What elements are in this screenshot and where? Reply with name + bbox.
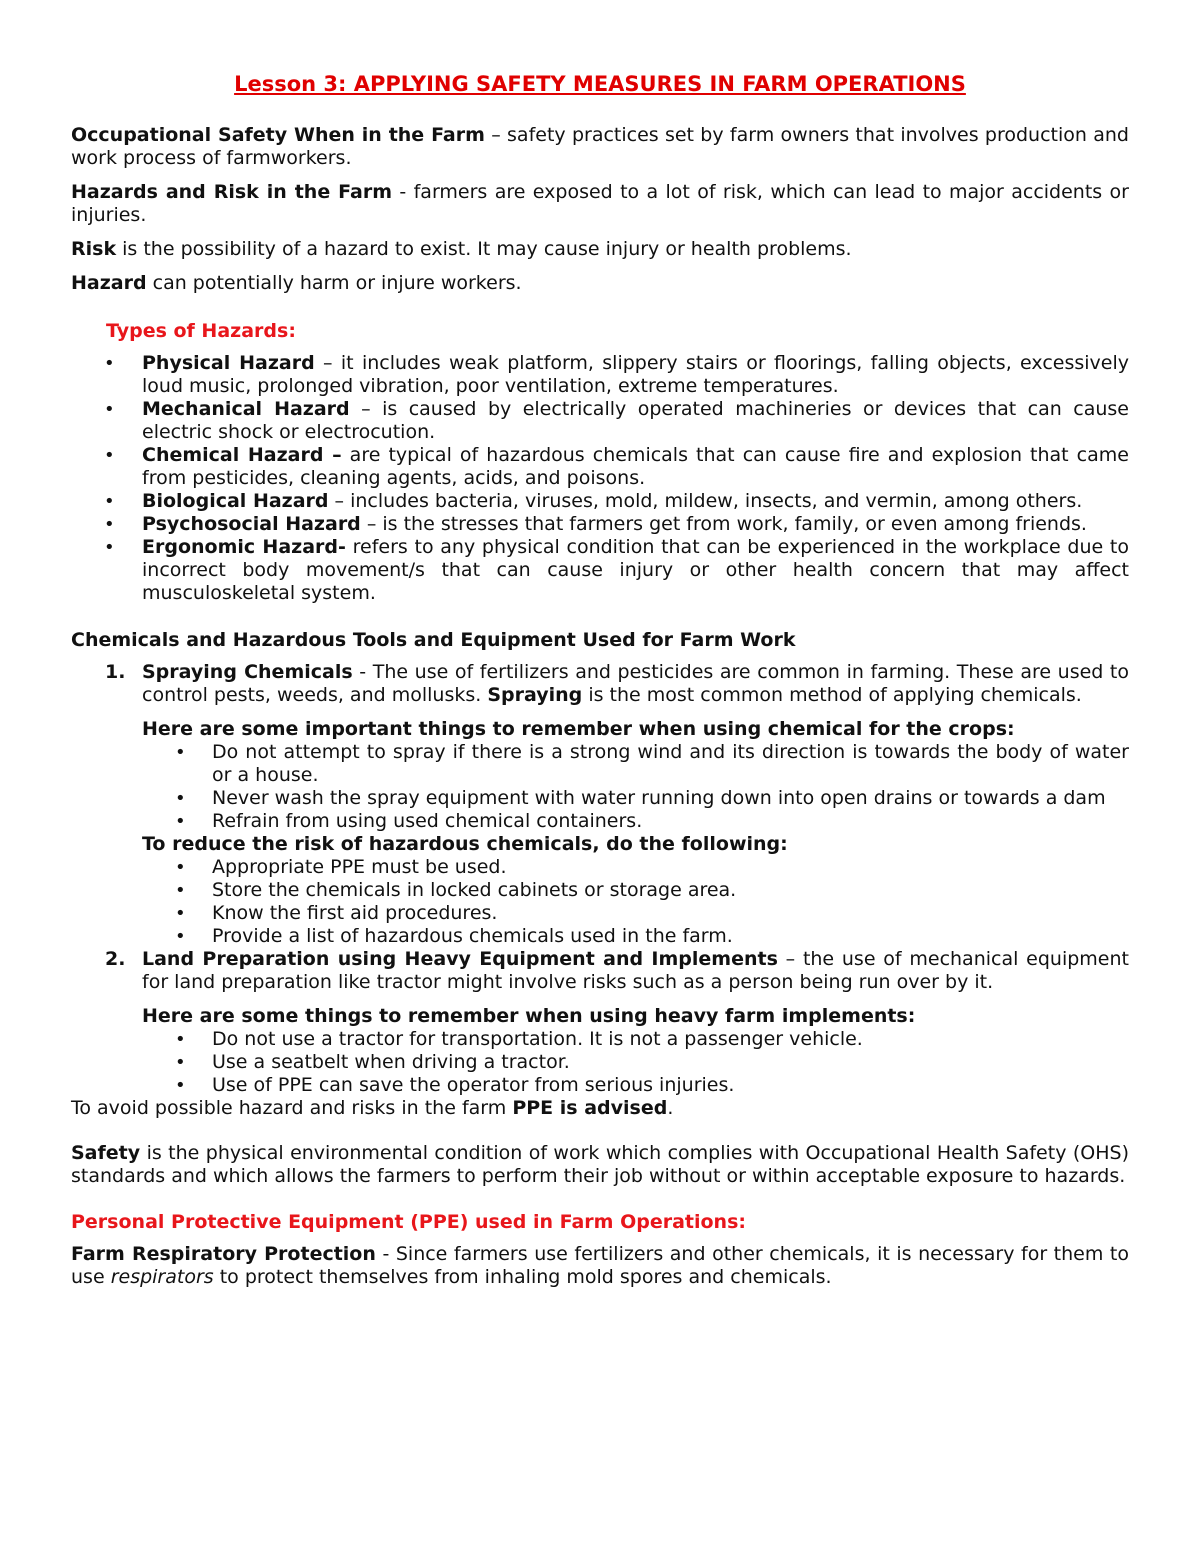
bullet-icon: • (104, 399, 115, 420)
bullet-icon: • (175, 903, 186, 924)
list-item: • Appropriate PPE must be used. (175, 856, 507, 878)
tool-description: Spraying Chemicals - The use of fertilizers and pesticides are common in farming. These are used to control pests, weeds, and mollusks. Spraying is the most common method of applying chemicals. (142, 661, 1130, 706)
tools-heading: Chemicals and Hazardous Tools and Equipment Used for Farm Work (71, 629, 796, 651)
list-item: • Store the chemicals in locked cabinets or storage area. (175, 879, 737, 901)
definition-text: safety practices set by farm owners that involves production and work process of farmworkers. (71, 124, 1129, 169)
types-of-hazards-heading: Types of Hazards: (106, 320, 296, 342)
definition-text: farmers are exposed to a lot of risk, which can lead to major accidents or injuries. (71, 181, 1129, 226)
list-item: • Physical Hazard – it includes weak platform, slippery stairs or floorings, falling objects, excessively loud music, prolonged vibration, poor ventilation, extreme temperatures. (104, 352, 1129, 397)
item-number: 2. (105, 948, 126, 970)
list-item: • Use of PPE can save the operator from serious injuries. (175, 1074, 735, 1096)
tool-item-land-preparation (105, 948, 1129, 1097)
list-item: • Biological Hazard – includes bacteria, viruses, mold, mildew, insects, and vermin, among others. (104, 490, 1083, 512)
spraying-reminders-heading: Here are some important things to remember when using chemical for the crops: (142, 718, 1015, 740)
list-item: • Never wash the spray equipment with water running down into open drains or towards a dam (175, 787, 1106, 809)
ppe-heading: Personal Protective Equipment (PPE) used in Farm Operations: (71, 1211, 746, 1233)
hazard-name: Biological Hazard (142, 490, 329, 512)
bullet-icon: • (175, 1075, 186, 1096)
bullet-icon: • (175, 880, 186, 901)
definition-hazard (71, 272, 1129, 295)
tool-item-spraying (105, 661, 1130, 948)
list-item: • Psychosocial Hazard – is the stresses that farmers get from work, family, or even among friends. (104, 513, 1087, 535)
definition-text: can potentially harm or injure workers. (152, 272, 522, 294)
bullet-icon: • (175, 1052, 186, 1073)
spraying-reminders-list (142, 741, 1129, 833)
hazard-name: Ergonomic Hazard- (142, 536, 346, 558)
list-item: • Know the first aid procedures. (175, 902, 498, 924)
definition-term: Safety (71, 1142, 141, 1164)
list-item: • Do not use a tractor for transportation. It is not a passenger vehicle. (175, 1028, 863, 1050)
definition-term: Risk (71, 238, 117, 260)
safety-definition: Safety is the physical environmental condition of work which complies with Occupational Health Safety (OHS) standards and which allows the farmers to perform their job without or within acceptable exposure to hazards. (71, 1142, 1129, 1187)
bullet-icon: • (175, 742, 186, 763)
hazard-text: are typical of hazardous chemicals that can cause fire and explosion that came from pesticides, cleaning agents, acids, and poisons. (142, 444, 1129, 489)
definition-occupational-safety: Occupational Safety When in the Farm – safety practices set by farm owners that involves production and work process of farmworkers. (71, 124, 1129, 169)
reduce-risk-heading: To reduce the risk of hazardous chemicals, do the following: (142, 833, 788, 855)
hazard-name: Psychosocial Hazard (142, 513, 361, 535)
list-item: • Mechanical Hazard – is caused by electrically operated machineries or devices that can cause electric shock or electrocution. (104, 398, 1129, 443)
bullet-icon: • (175, 857, 186, 878)
bullet-icon: • (175, 788, 186, 809)
list-item: • Provide a list of hazardous chemicals used in the farm. (175, 925, 733, 947)
tools-list (71, 661, 1129, 1097)
list-item (104, 444, 1129, 490)
definition-term: Occupational Safety When in the Farm (71, 124, 485, 146)
hazard-text: it includes weak platform, slippery stairs or floorings, falling objects, excessively loud music, prolonged vibration, poor ventilation, extreme temperatures. (142, 352, 1129, 397)
ppe-advised-note: To avoid possible hazard and risks in the farm PPE is advised. (71, 1097, 674, 1119)
bullet-icon: • (175, 811, 186, 832)
bullet-icon: • (104, 491, 115, 512)
definition-text: is the possibility of a hazard to exist. It may cause injury or health problems. (122, 238, 852, 260)
bullet-icon: • (175, 1029, 186, 1050)
item-number: 1. (105, 661, 126, 683)
hazard-text: refers to any physical condition that can be experienced in the workplace due to incorrect body movement/s that can cause injury or other health concern that may affect musculoskeletal system. (142, 536, 1130, 604)
list-item: • Use a seatbelt when driving a tractor. (175, 1051, 570, 1073)
definition-term: Farm Respiratory Protection (71, 1243, 376, 1265)
bullet-icon: • (175, 926, 186, 947)
tool-name: Land Preparation using Heavy Equipment and Implements (142, 948, 778, 970)
definition-hazards-and-risk: Hazards and Risk in the Farm - farmers are exposed to a lot of risk, which can lead to major accidents or injuries. (71, 181, 1129, 226)
hazard-name: Physical Hazard (142, 352, 315, 374)
bullet-icon: • (104, 353, 115, 374)
hazard-text: includes bacteria, viruses, mold, mildew, insects, and vermin, among others. (350, 490, 1083, 512)
heavy-implements-list (142, 1028, 1129, 1097)
definition-term: Hazard (71, 272, 147, 294)
heavy-implements-heading: Here are some things to remember when using heavy farm implements: (142, 1005, 916, 1027)
bullet-icon: • (104, 445, 115, 466)
bullet-icon: • (104, 537, 115, 558)
tool-name: Spraying Chemicals (142, 661, 353, 683)
page-title: Lesson 3: APPLYING SAFETY MEASURES IN FARM OPERATIONS (234, 72, 966, 96)
list-item: • Refrain from using used chemical containers. (175, 810, 643, 832)
hazard-text: is the stresses that farmers get from work, family, or even among friends. (382, 513, 1087, 535)
reduce-risk-list (142, 856, 1129, 948)
hazard-name: Mechanical Hazard (142, 398, 350, 420)
hazard-list (71, 352, 1129, 605)
definition-term: Hazards and Risk in the Farm (71, 181, 393, 203)
list-item: • Do not attempt to spray if there is a strong wind and its direction is towards the body of water or a house. (175, 741, 1129, 786)
hazard-name: Chemical Hazard – (142, 444, 342, 466)
definition-risk (71, 238, 1129, 261)
tool-description: Land Preparation using Heavy Equipment and Implements – the use of mechanical equipment for land preparation like tractor might involve risks such as a person being run over by it. (142, 948, 1129, 993)
bullet-icon: • (104, 514, 115, 535)
list-item (104, 536, 1130, 605)
hazard-text: is caused by electrically operated machineries or devices that can cause electric shock or electrocution. (142, 398, 1129, 443)
respiratory-protection: Farm Respiratory Protection - Since farmers use fertilizers and other chemicals, it is necessary for them to use respirators to protect themselves from inhaling mold spores and chemicals. (71, 1243, 1129, 1288)
